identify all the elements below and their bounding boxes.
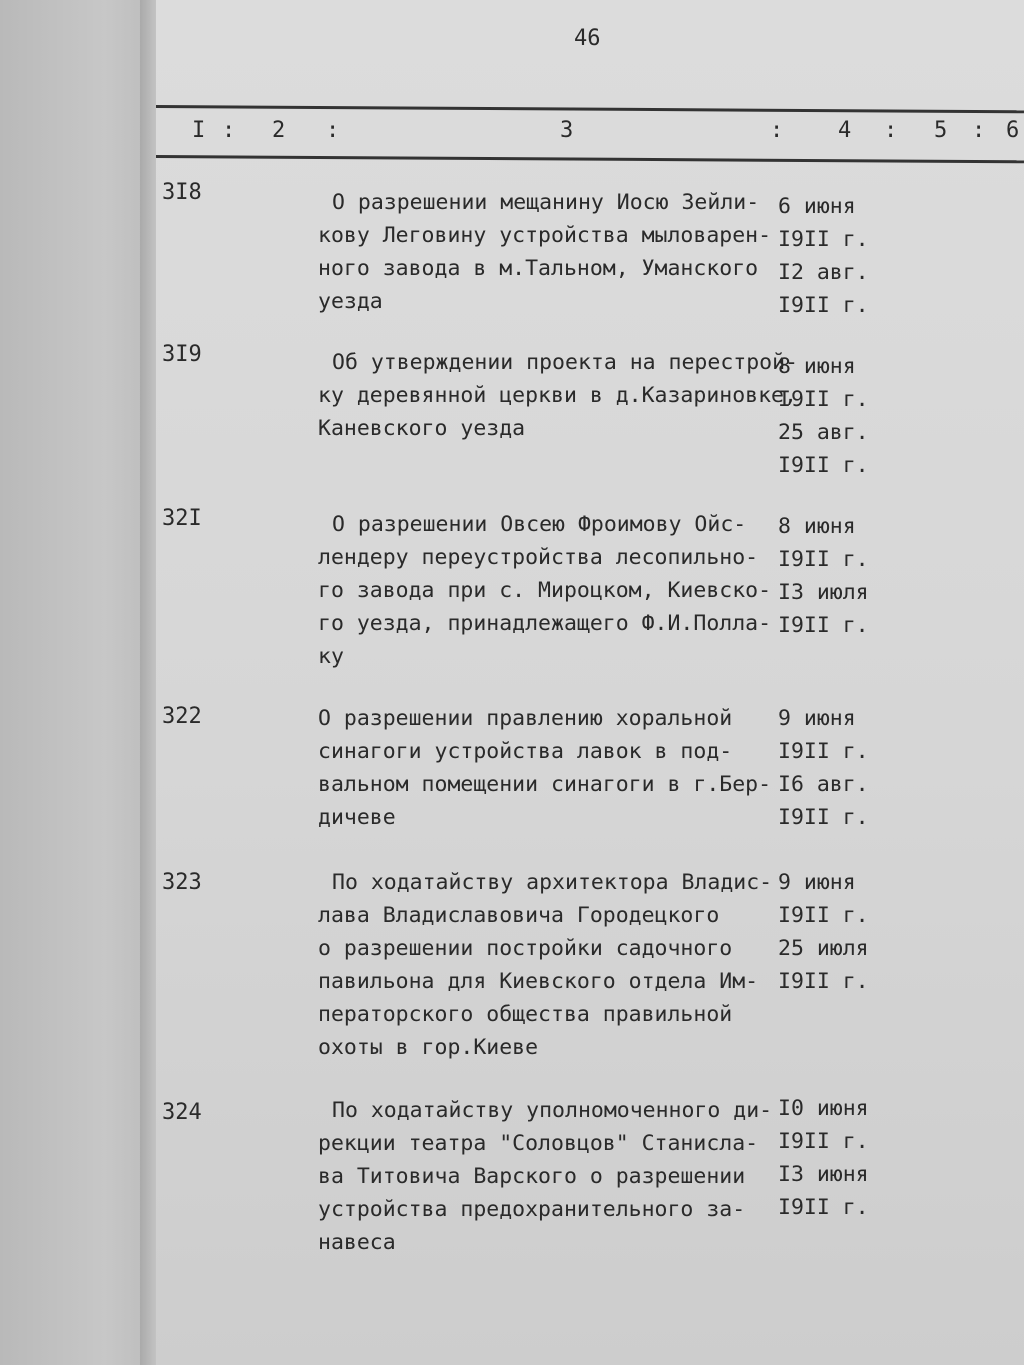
entry-number: 32I bbox=[162, 506, 202, 531]
entry-line: синагоги устройства лавок в под- bbox=[318, 739, 733, 764]
column-header-sep-4: : bbox=[884, 118, 898, 143]
entry-line: вальном помещении синагоги в г.Бер- bbox=[318, 772, 772, 797]
entry-line: О разрешении Овсею Фроимову Ойс- bbox=[332, 512, 747, 537]
entry-number: 324 bbox=[162, 1100, 202, 1125]
entry-line: По ходатайству уполномоченного ди- bbox=[332, 1098, 773, 1123]
entry-line: рекции театра "Соловцов" Станисла- bbox=[318, 1131, 759, 1156]
date-start: 6 июня bbox=[778, 194, 856, 219]
entry-number: 3I8 bbox=[162, 180, 202, 205]
date-start: 9 июня bbox=[778, 870, 856, 895]
column-header-5: 5 bbox=[934, 118, 948, 143]
entry-description bbox=[318, 186, 788, 318]
date-end: I3 июля bbox=[778, 580, 869, 605]
entry-line: Каневского уезда bbox=[318, 416, 526, 441]
entry-line: устройства предохранительного за- bbox=[318, 1197, 746, 1222]
column-header-2: 2 bbox=[272, 118, 286, 143]
entry-number: 323 bbox=[162, 870, 202, 895]
entry-number: 3I9 bbox=[162, 342, 202, 367]
column-header-1: I bbox=[192, 118, 206, 143]
year-end: I9II г. bbox=[778, 969, 869, 994]
entry-line: лава Владиславовича Городецкого bbox=[318, 903, 720, 928]
year-start: I9II г. bbox=[778, 1129, 869, 1154]
entry-dates bbox=[778, 866, 898, 998]
entry-line: о разрешении постройки садочного bbox=[318, 936, 733, 961]
entry-dates bbox=[778, 510, 898, 642]
entry-line: О разрешении мещанину Иосю Зейли- bbox=[332, 190, 760, 215]
year-end: I9II г. bbox=[778, 613, 869, 638]
date-start: 9 июня bbox=[778, 706, 856, 731]
entry-line: го завода при с. Мироцком, Киевско- bbox=[318, 578, 772, 603]
column-header-3: 3 bbox=[560, 118, 574, 143]
column-header-6: 6 bbox=[1006, 118, 1020, 143]
entry-line: ку деревянной церкви в д.Казариновке, bbox=[318, 383, 797, 408]
entry-line: охоты в гор.Киеве bbox=[318, 1035, 539, 1060]
year-start: I9II г. bbox=[778, 387, 869, 412]
entry-line: уезда bbox=[318, 289, 383, 314]
entry-line: павильона для Киевского отдела Им- bbox=[318, 969, 759, 994]
date-end: I3 июня bbox=[778, 1162, 869, 1187]
year-end: I9II г. bbox=[778, 453, 869, 478]
entry-line: лендеру переустройства лесопильно- bbox=[318, 545, 759, 570]
year-start: I9II г. bbox=[778, 903, 869, 928]
entry-line: ва Титовича Варского о разрешении bbox=[318, 1164, 746, 1189]
entry-description bbox=[318, 702, 788, 834]
entry-line: ператорского общества правильной bbox=[318, 1002, 733, 1027]
previous-page-edge bbox=[0, 0, 150, 1365]
entry-description bbox=[318, 866, 788, 1064]
year-start: I9II г. bbox=[778, 227, 869, 252]
entry-description bbox=[318, 346, 798, 445]
entry-line: ного завода в м.Тальном, Уманского bbox=[318, 256, 759, 281]
date-end: 25 июля bbox=[778, 936, 869, 961]
entry-line: го уезда, принадлежащего Ф.И.Полла- bbox=[318, 611, 772, 636]
entry-line: Об утверждении проекта на перестрой- bbox=[332, 350, 798, 375]
entry-dates bbox=[778, 702, 898, 834]
year-end: I9II г. bbox=[778, 1195, 869, 1220]
year-start: I9II г. bbox=[778, 547, 869, 572]
column-header-sep-5: : bbox=[972, 118, 986, 143]
year-end: I9II г. bbox=[778, 805, 869, 830]
entry-dates bbox=[778, 350, 898, 482]
date-end: I2 авг. bbox=[778, 260, 869, 285]
year-start: I9II г. bbox=[778, 739, 869, 764]
date-start: I0 июня bbox=[778, 1096, 869, 1121]
date-end: 25 авг. bbox=[778, 420, 869, 445]
column-header-4: 4 bbox=[838, 118, 852, 143]
entry-number: 322 bbox=[162, 704, 202, 729]
entry-line: По ходатайству архитектора Владис- bbox=[332, 870, 773, 895]
entry-description bbox=[318, 1094, 788, 1259]
page-number: 46 bbox=[574, 26, 601, 51]
date-start: 8 июня bbox=[778, 514, 856, 539]
entry-description bbox=[318, 508, 788, 673]
date-end: I6 авг. bbox=[778, 772, 869, 797]
entry-line: О разрешении правлению хоральной bbox=[318, 706, 733, 731]
column-header-sep-1: : bbox=[222, 118, 236, 143]
entry-line: навеса bbox=[318, 1230, 396, 1255]
date-start: 8 июня bbox=[778, 354, 856, 379]
column-header-sep-3: : bbox=[770, 118, 784, 143]
entry-line: кову Леговину устройства мыловарен- bbox=[318, 223, 772, 248]
year-end: I9II г. bbox=[778, 293, 869, 318]
entry-line: ку bbox=[318, 644, 344, 669]
entry-dates bbox=[778, 190, 898, 322]
entry-line: дичеве bbox=[318, 805, 396, 830]
entry-dates bbox=[778, 1092, 898, 1224]
column-header-sep-2: : bbox=[326, 118, 340, 143]
